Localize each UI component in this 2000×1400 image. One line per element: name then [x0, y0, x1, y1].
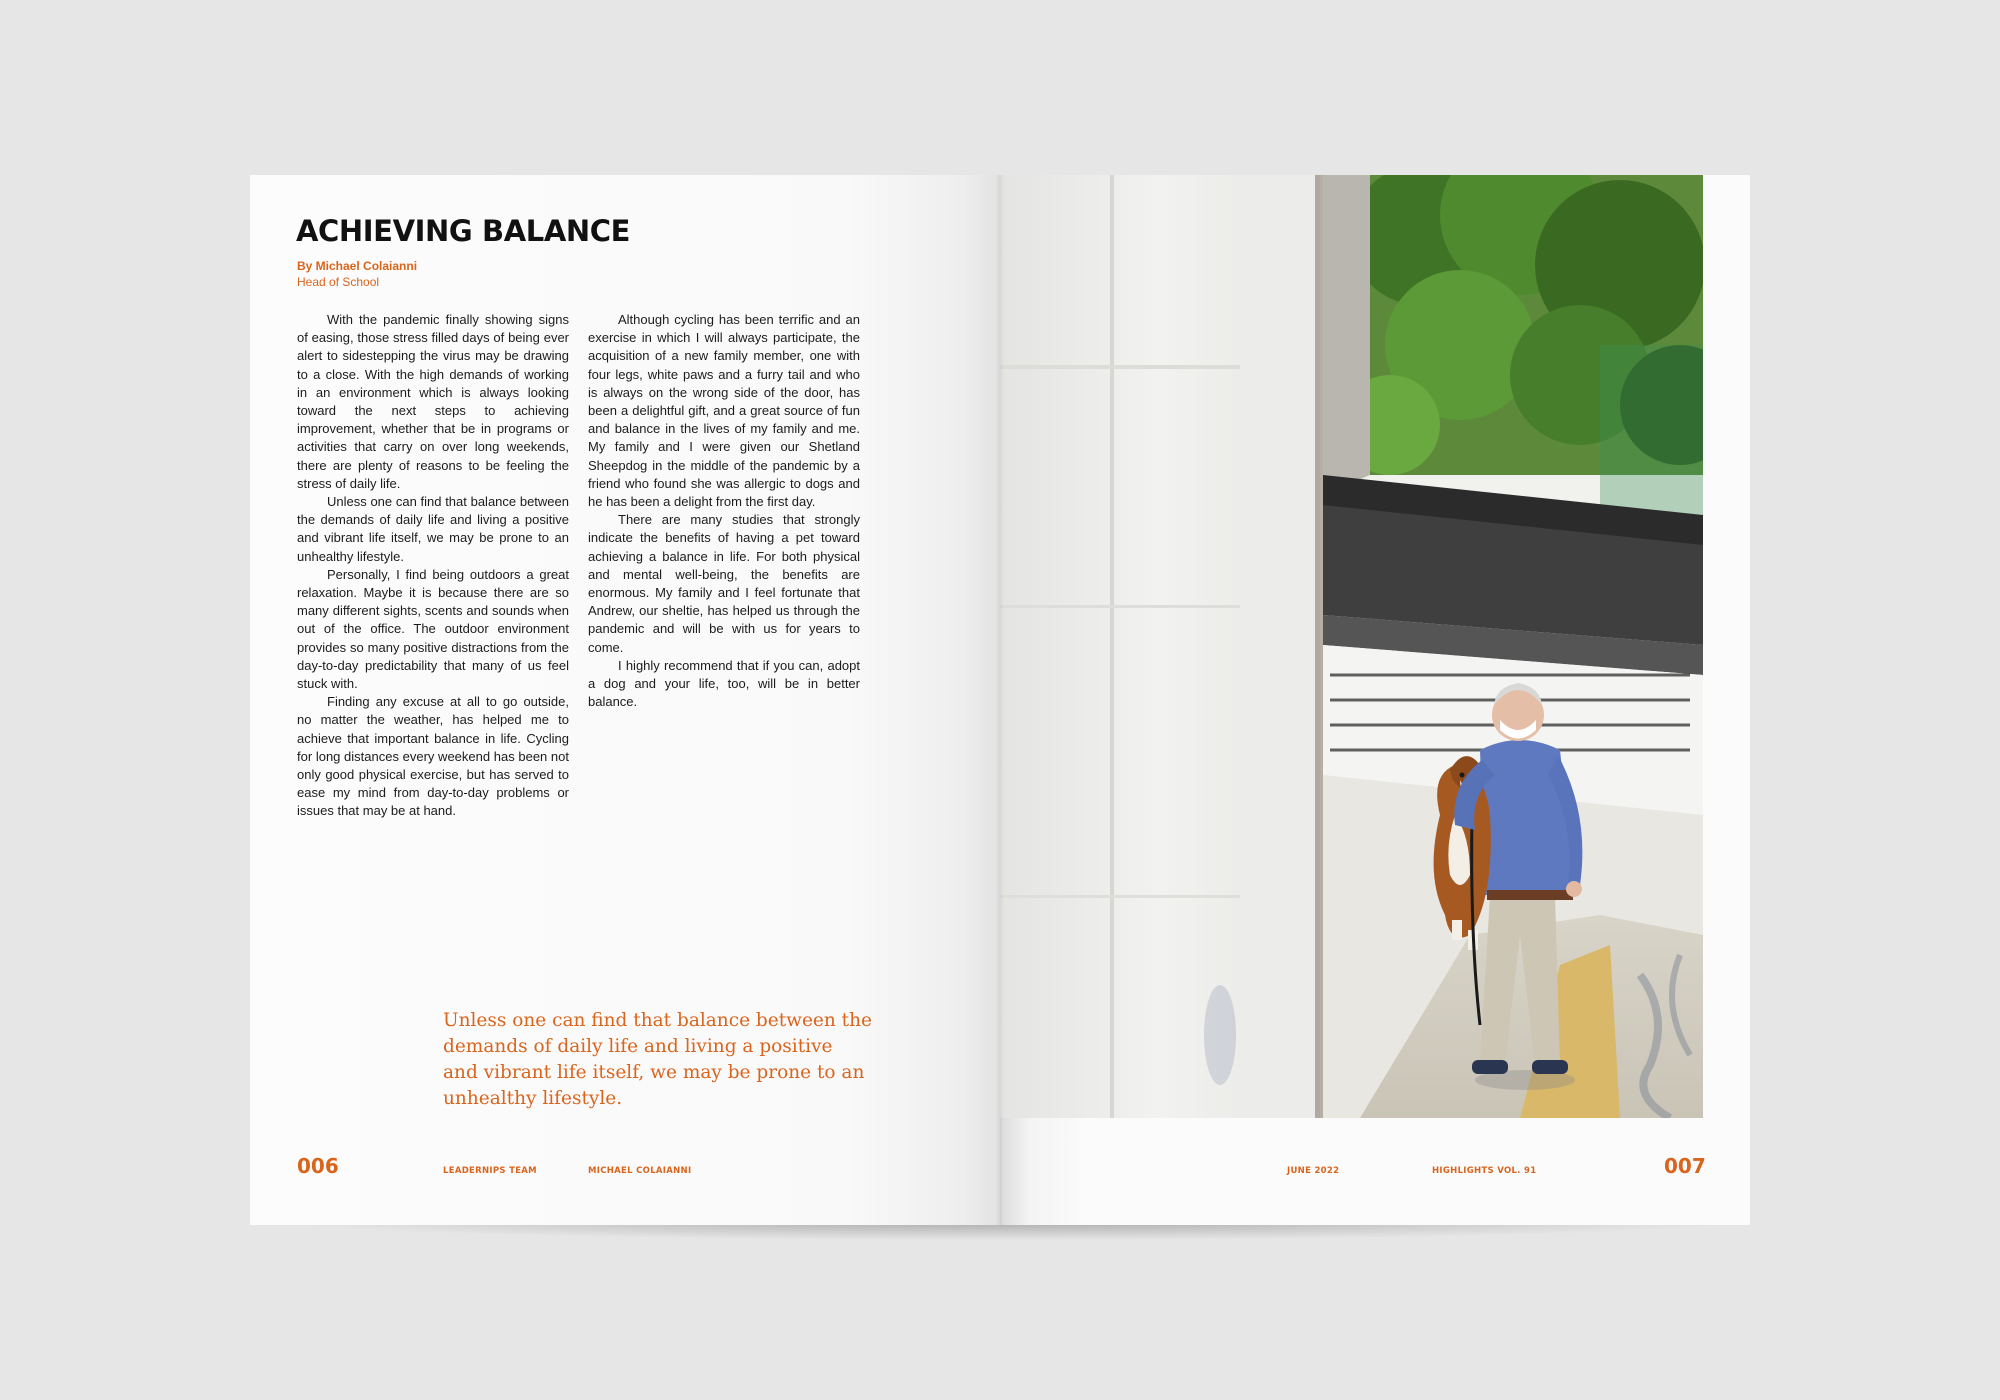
page-number-left: 006: [297, 1154, 339, 1178]
paragraph: Unless one can find that balance between the demands of daily life and living a positive and vibrant life itself, we may be prone to an unhealthy lifestyle.: [297, 494, 569, 564]
paragraph: I highly recommend that if you can, adopt a dog and your life, too, will be in better balance.: [588, 657, 860, 710]
pull-quote: Unless one can find that balance between the demands of daily life and living a positive and vibrant life itself, we may be prone to an unhealthy lifestyle.: [443, 1010, 872, 1109]
byline-author: By Michael Colaianni: [297, 259, 418, 273]
article-title: ACHIEVING BALANCE: [296, 214, 631, 248]
article-column-1: [297, 311, 569, 821]
photo-illustration-icon: [1000, 175, 1703, 1118]
byline-role: Head of School: [297, 275, 380, 289]
footer-date: JUNE 2022: [1287, 1166, 1340, 1176]
paragraph: Although cycling has been terrific and an exercise in which I will always participate, the acquisition of a new family member, one with four legs, white paws and a furry tail and who is always on the wrong side of the door, has been a delightful gift, and a great source of fun and balance in the lives of my family and me. My family and I were given our Shetland Sheepdog in the middle of the pandemic by a friend who found she was allergic to dogs and he has been a delight from the first day.: [588, 312, 860, 510]
photo-man-walking-dog: [1000, 175, 1703, 1118]
paragraph: Personally, I find being outdoors a great relaxation. Maybe it is because there are so many different sights, scents and sounds when out of the office. The outdoor environment provides so many positive distractions from the day-to-day predictability that many of us feel stuck with.: [297, 566, 569, 692]
footer-author: MICHAEL COLAIANNI: [588, 1166, 692, 1176]
page-number-right: 007: [1664, 1154, 1706, 1178]
paragraph: Finding any excuse at all to go outside, no matter the weather, has helped me to achieve that important balance in life. Cycling for long distances every weekend has been not only good physical exercise, but has served to ease my mind from day-to-day problems or issues that may be at hand.: [297, 694, 569, 819]
footer-section: LEADERNIPS TEAM: [443, 1166, 537, 1176]
article-column-2: [588, 311, 860, 711]
byline: [297, 258, 417, 290]
footer-issue: HIGHLIGHTS VOL. 91: [1432, 1166, 1537, 1176]
paragraph: There are many studies that strongly indicate the benefits of having a pet toward achieving a balance in life. For both physical and mental well-being, the benefits are enormous. My family and I feel fortunate that Andrew, our sheltie, has helped us through the pandemic and will be with us for years to come.: [588, 512, 860, 655]
paragraph: With the pandemic finally showing signs of easing, those stress filled days of being ever alert to sidestepping the virus may be drawing to a close. With the high demands of working in an environment which is always looking toward the next steps to achieving improvement, whether that be in programs or activities that carry on over long weekends, there are plenty of reasons to be feeling the stress of daily life.: [297, 312, 569, 491]
spine-gutter: [996, 175, 1004, 1225]
